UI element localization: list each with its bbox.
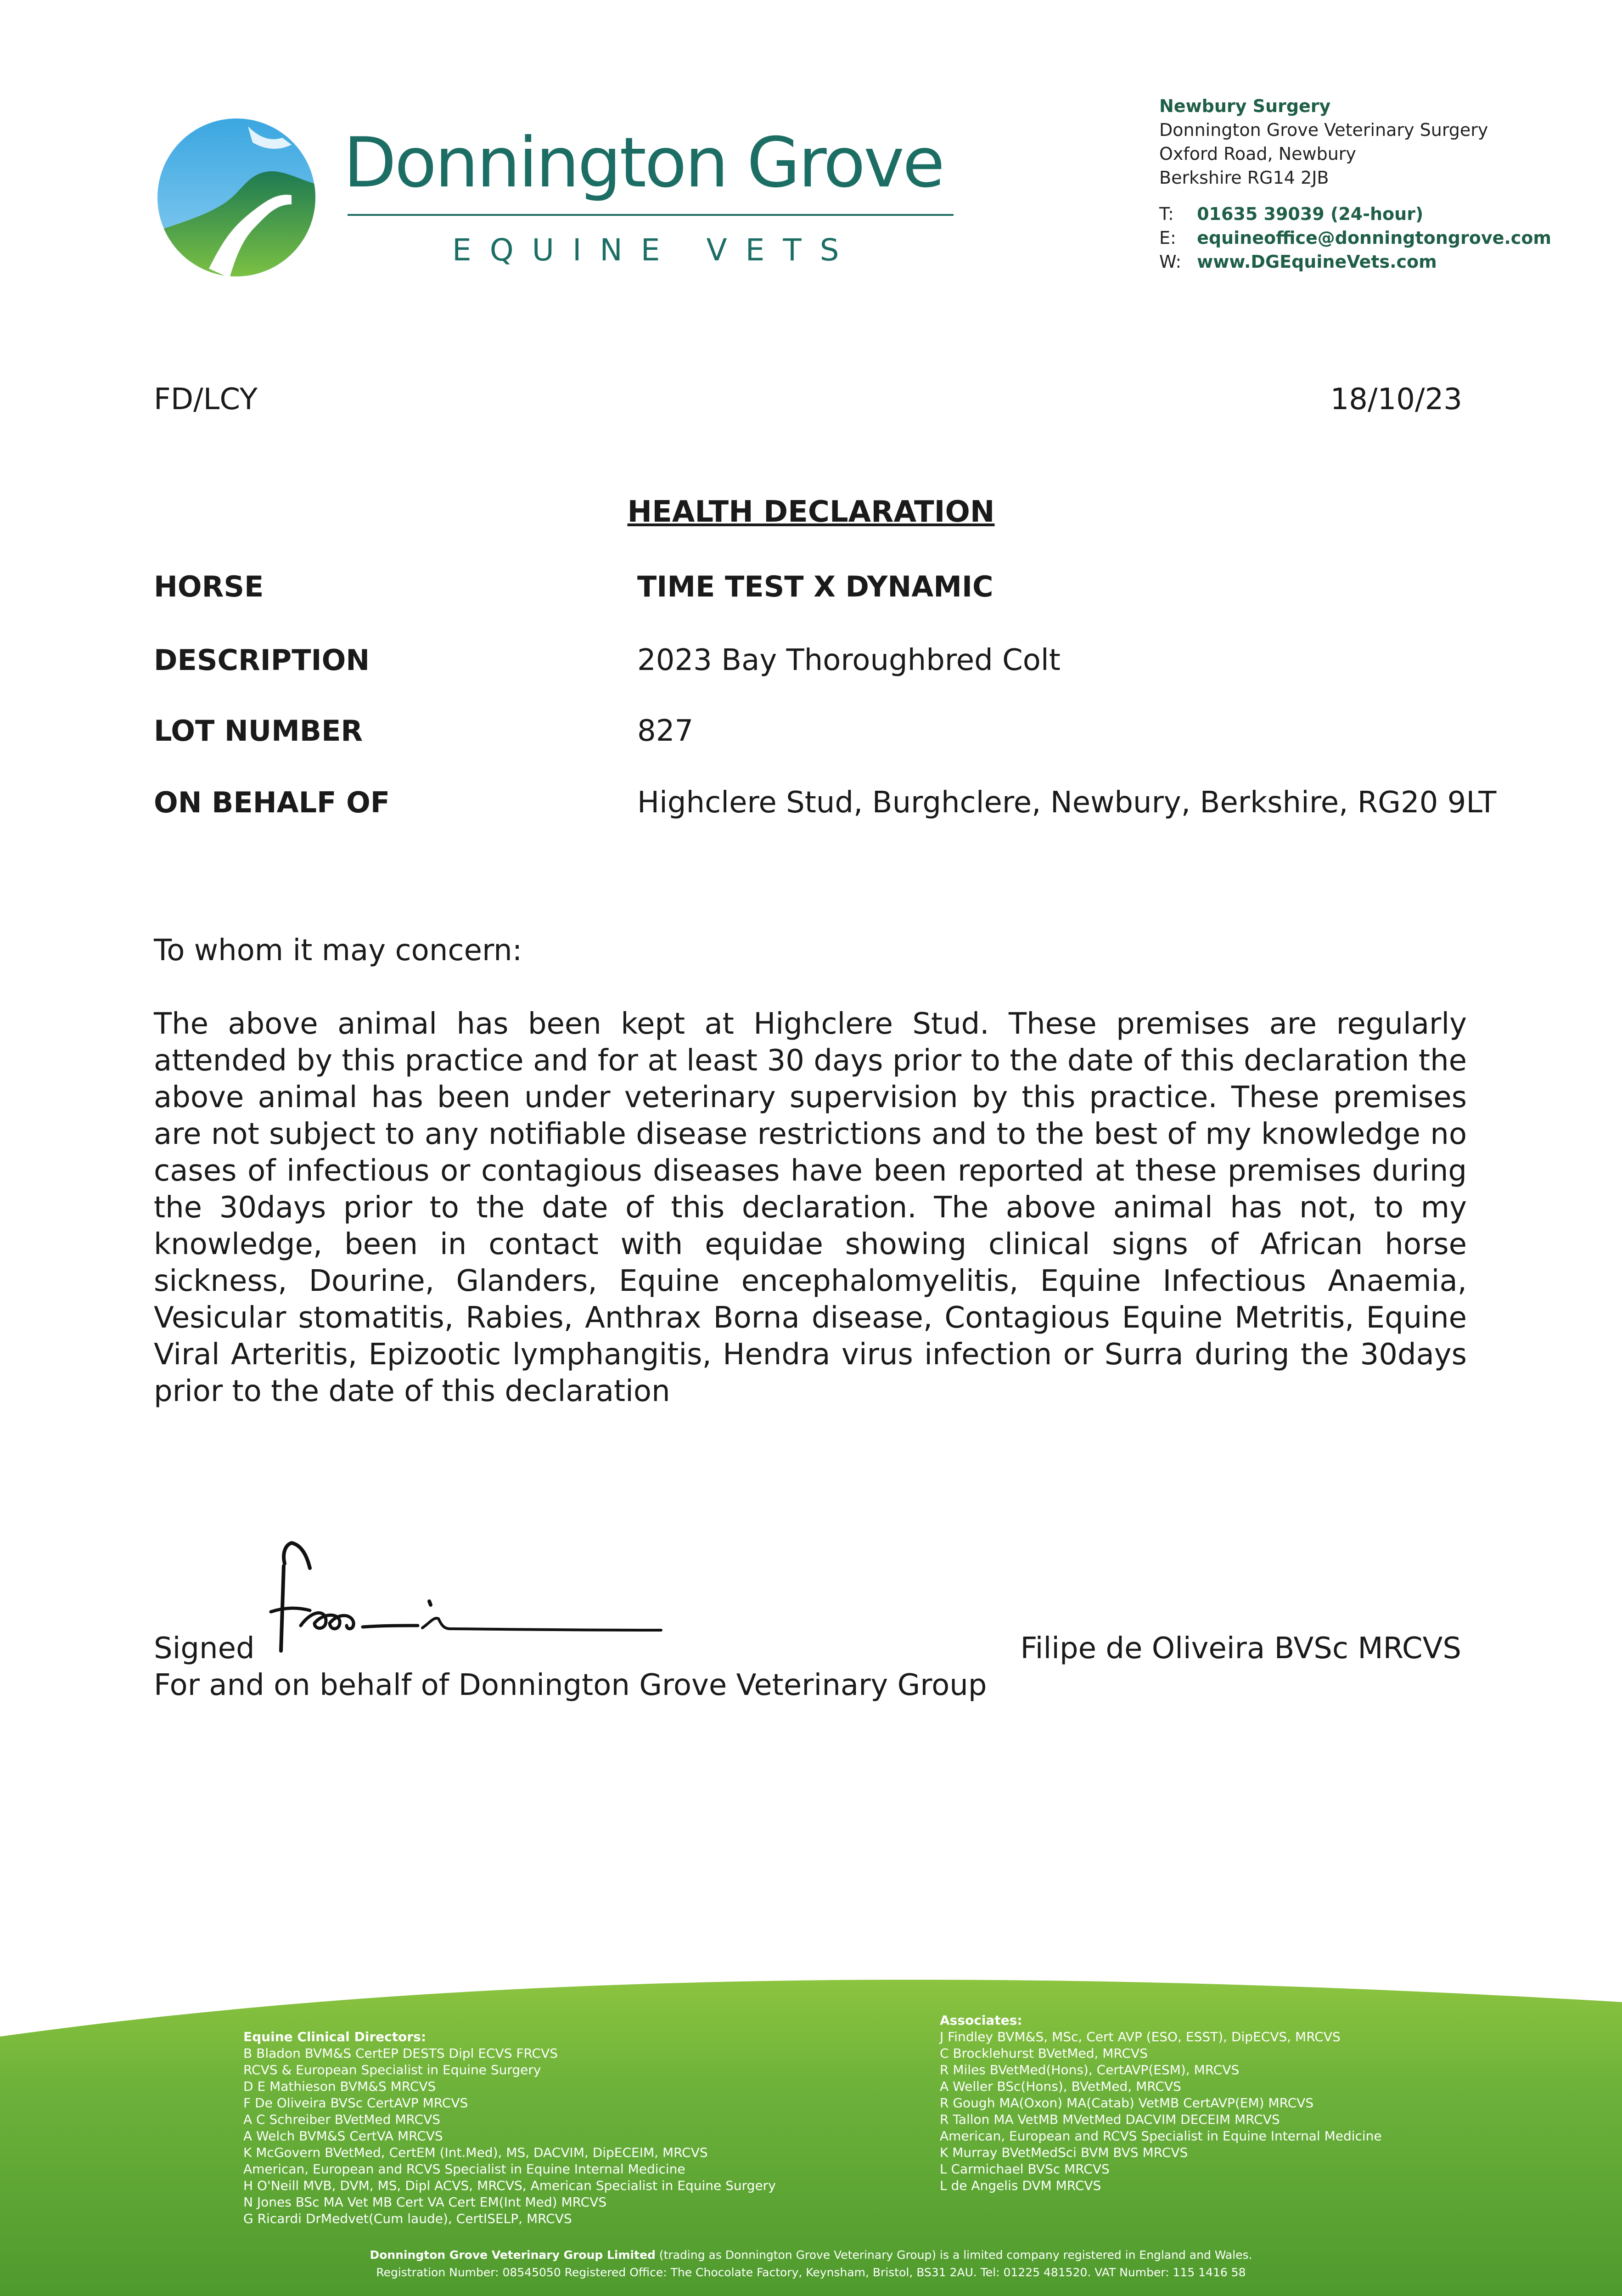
list-item: K Murray BVetMedSci BVM BVS MRCVS bbox=[940, 2145, 1188, 2160]
surgery-address-line: Oxford Road, Newbury bbox=[1159, 144, 1356, 164]
list-item: N Jones BSc MA Vet MB Cert VA Cert EM(Int Med) MRCVS bbox=[243, 2195, 607, 2210]
surgery-address bbox=[1159, 94, 1600, 190]
field-value-horse: TIME TEST X DYNAMIC bbox=[637, 570, 993, 603]
list-item: American, European and RCVS Specialist in Equine Internal Medicine bbox=[243, 2161, 685, 2177]
list-item: RCVS & European Specialist in Equine Surgery bbox=[243, 2062, 541, 2077]
declaration-body: The above animal has been kept at Highclere Stud. These premises are regularly attended by this practice and for at least 30 days prior to the date of this declaration the above animal has been under veterinary supervision by this practice. These premises are not subject to any notifiable disease restrictions and to the best of my knowledge no cases of infectious or contagious diseases have been reported at these premises during the 30days prior to the date of this declaration. The above animal has not, to my knowledge, been in contact with equidae showing clinical signs of African horse sickness, Dourine, Glanders, Equine encephalomyelitis, Equine Infectious Anaemia, Vesicular stomatitis, Rabies, Anthrax Borna disease, Contagious Equine Metritis, Equine Viral Arteritis, Epizootic lymphangitis, Hendra virus infection or Surra during the 30days prior to the date of this declaration bbox=[154, 1007, 1467, 1408]
list-item: A Weller BSc(Hons), BVetMed, MRCVS bbox=[940, 2079, 1181, 2094]
clinical-directors-list bbox=[243, 2029, 776, 2227]
email-link[interactable]: equineoffice@donningtongrove.com bbox=[1197, 228, 1552, 248]
reference-code: FD/LCY bbox=[154, 383, 258, 416]
surgery-address-line: Berkshire RG14 2JB bbox=[1159, 168, 1329, 188]
email-row bbox=[1159, 226, 1600, 250]
salutation: To whom it may concern: bbox=[154, 934, 522, 968]
list-item: American, European and RCVS Specialist in Equine Internal Medicine bbox=[940, 2128, 1382, 2144]
list-item: K McGovern BVetMed, CertEM (Int.Med), MS, DACVIM, DipECEIM, MRCVS bbox=[243, 2145, 708, 2160]
company-name: Donnington Grove Veterinary Group Limited bbox=[370, 2248, 656, 2262]
surgery-title: Newbury Surgery bbox=[1159, 96, 1331, 116]
list-item: L Carmichael BVSc MRCVS bbox=[940, 2161, 1110, 2177]
field-label-horse: HORSE bbox=[154, 570, 264, 603]
surgery-address-line: Donnington Grove Veterinary Surgery bbox=[1159, 120, 1488, 140]
list-item: C Brocklehurst BVetMed, MRCVS bbox=[940, 2046, 1148, 2061]
donnington-grove-logo bbox=[154, 117, 324, 278]
field-label-description: DESCRIPTION bbox=[154, 643, 370, 677]
handwritten-signature bbox=[257, 1531, 670, 1669]
list-item: R Gough MA(Oxon) MA(Catab) VetMB CertAVP(EM) MRCVS bbox=[940, 2095, 1314, 2110]
phone-number[interactable]: 01635 39039 (24-hour) bbox=[1197, 204, 1424, 224]
list-item: A C Schreiber BVetMed MRCVS bbox=[243, 2112, 441, 2127]
brand-subtitle: EQUINE VETS bbox=[452, 232, 858, 268]
list-item: R Tallon MA VetMB MVetMed DACVIM DECEIM MRCVS bbox=[940, 2112, 1280, 2127]
directors-heading: Equine Clinical Directors: bbox=[243, 2029, 427, 2044]
field-value-on-behalf-of: Highclere Stud, Burghclere, Newbury, Berkshire, RG20 9LT bbox=[637, 786, 1497, 820]
list-item: H O'Neill MVB, DVM, MS, Dipl ACVS, MRCVS, American Specialist in Equine Surgery bbox=[243, 2178, 776, 2193]
list-item: A Welch BVM&S CertVA MRCVS bbox=[243, 2128, 443, 2144]
brand-name: Donnington Grove bbox=[343, 123, 943, 203]
list-item: D E Mathieson BVM&S MRCVS bbox=[243, 2079, 436, 2094]
signed-label: Signed bbox=[154, 1632, 255, 1666]
list-item: R Miles BVetMed(Hons), CertAVP(ESM), MRCVS bbox=[940, 2062, 1240, 2077]
field-value-description: 2023 Bay Thoroughbred Colt bbox=[637, 643, 1061, 677]
signatory-name: Filipe de Oliveira BVSc MRCVS bbox=[1020, 1632, 1461, 1666]
list-item: F De Oliveira BVSc CertAVP MRCVS bbox=[243, 2095, 468, 2110]
email-key: E: bbox=[1159, 228, 1176, 248]
on-behalf-statement: For and on behalf of Donnington Grove Veterinary Group bbox=[154, 1668, 987, 1702]
contact-details bbox=[1159, 202, 1600, 274]
field-label-lot-number: LOT NUMBER bbox=[154, 714, 363, 748]
website-link[interactable]: www.DGEquineVets.com bbox=[1197, 252, 1437, 272]
field-value-lot-number: 827 bbox=[637, 714, 694, 748]
list-item: B Bladon BVM&S CertEP DESTS Dipl ECVS FRCVS bbox=[243, 2046, 558, 2061]
phone-row bbox=[1159, 202, 1600, 226]
list-item: L de Angelis DVM MRCVS bbox=[940, 2178, 1101, 2193]
company-statement-text: (trading as Donnington Grove Veterinary Group) is a limited company registered in England and Wales. bbox=[655, 2248, 1252, 2262]
document-title: HEALTH DECLARATION bbox=[627, 495, 995, 529]
brand-divider bbox=[348, 214, 954, 216]
list-item: J Findley BVM&S, MSc, Cert AVP (ESO, ESST), DipECVS, MRCVS bbox=[940, 2029, 1341, 2044]
registration-details: Registration Number: 08545050 Registered Office: The Chocolate Factory, Keynsham, Bristol, BS31 2AU. Tel: 01225 481520. VAT Number: 115 1416 58 bbox=[376, 2266, 1246, 2279]
associates-heading: Associates: bbox=[940, 2013, 1022, 2028]
phone-key: T: bbox=[1159, 204, 1174, 224]
web-row bbox=[1159, 250, 1600, 274]
list-item: G Ricardi DrMedvet(Cum laude), CertISELP, MRCVS bbox=[243, 2211, 572, 2226]
field-label-on-behalf-of: ON BEHALF OF bbox=[154, 786, 390, 819]
company-statement bbox=[0, 2247, 1622, 2263]
document-date: 18/10/23 bbox=[1330, 383, 1462, 416]
associates-list bbox=[940, 2012, 1382, 2194]
web-key: W: bbox=[1159, 252, 1182, 272]
